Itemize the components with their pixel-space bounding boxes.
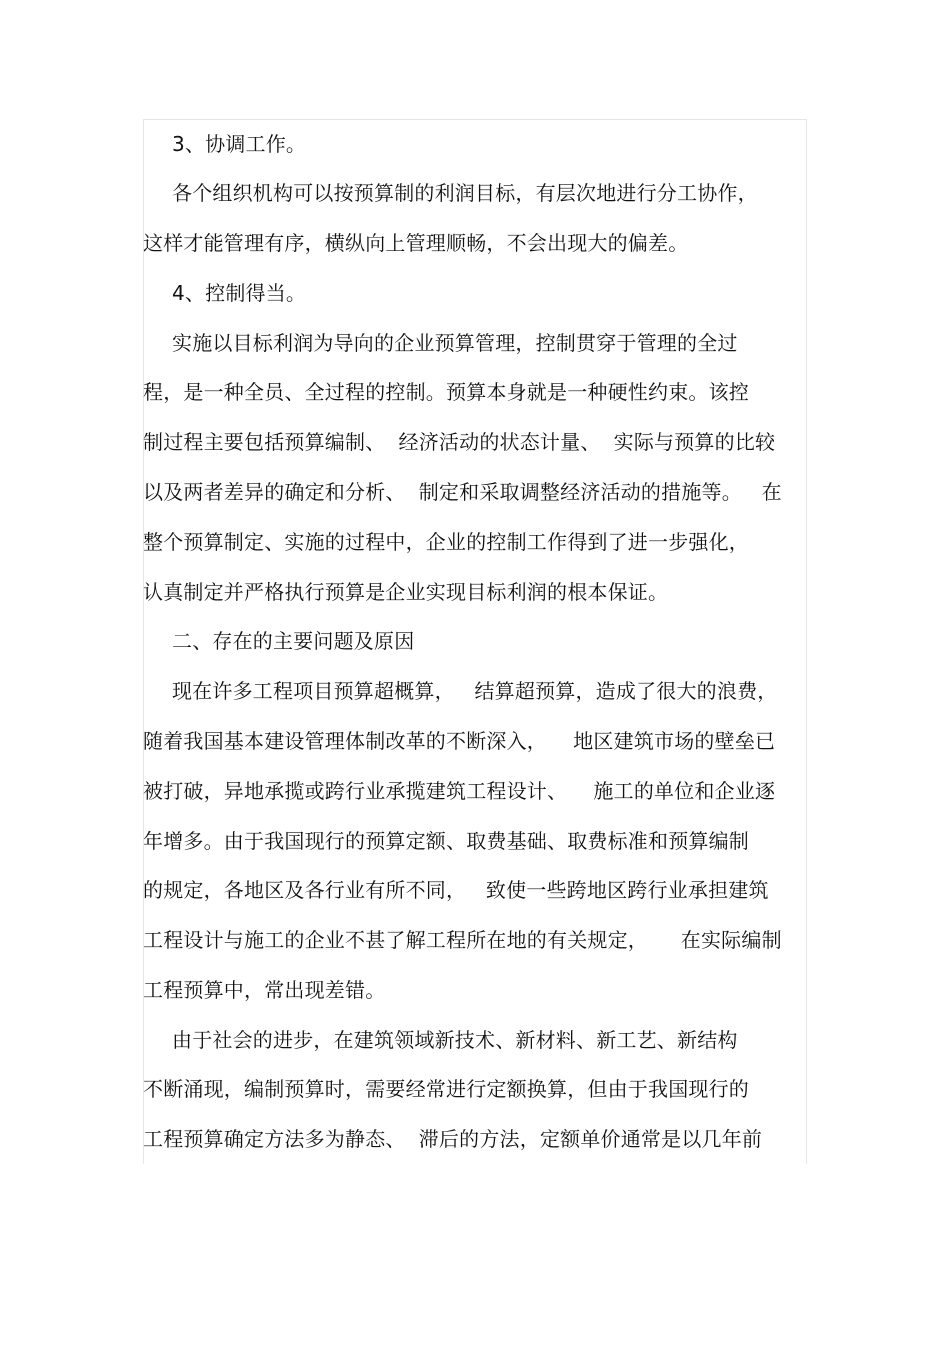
paragraph-line: 工程预算确定方法多为静态、 滞后的方法，定额单价通常是以几年前 <box>143 1127 763 1151</box>
paragraph-line: 工程预算中，常出现差错。 <box>143 978 386 1002</box>
paragraph-line: 各个组织机构可以按预算制的利润目标，有层次地进行分工协作， <box>172 181 758 205</box>
paragraph-line: 被打破，异地承揽或跨行业承揽建筑工程设计、 施工的单位和企业逐 <box>143 779 776 803</box>
paragraph-line: 这样才能管理有序，横纵向上管理顺畅，不会出现大的偏差。 <box>143 231 689 255</box>
paragraph-line: 工程设计与施工的企业不甚了解工程所在地的有关规定， 在实际编制 <box>143 928 782 952</box>
heading-control: 4、控制得当。 <box>172 281 307 305</box>
paragraph-line: 现在许多工程项目预算超概算， 结算超预算，造成了很大的浪费， <box>172 679 778 703</box>
paragraph-line: 不断涌现，编制预算时，需要经常进行定额换算，但由于我国现行的 <box>143 1077 749 1101</box>
paragraph-line: 的规定，各地区及各行业有所不同， 致使一些跨地区跨行业承担建筑 <box>143 878 769 902</box>
paragraph-line: 整个预算制定、实施的过程中，企业的控制工作得到了进一步强化， <box>143 530 749 554</box>
paragraph-line: 以及两者差异的确定和分析、 制定和采取调整经济活动的措施等。 在 <box>143 480 782 504</box>
paragraph-line: 年增多。由于我国现行的预算定额、取费基础、取费标准和预算编制 <box>143 829 749 853</box>
paragraph-line: 随着我国基本建设管理体制改革的不断深入， 地区建筑市场的壁垒已 <box>143 729 776 753</box>
section-heading-problems: 二、存在的主要问题及原因 <box>172 629 415 653</box>
paragraph-line: 制过程主要包括预算编制、 经济活动的状态计量、 实际与预算的比较 <box>143 430 776 454</box>
paragraph-line: 程，是一种全员、全过程的控制。预算本身就是一种硬性约束。该控 <box>143 380 749 404</box>
paragraph-line: 认真制定并严格执行预算是企业实现目标利润的根本保证。 <box>143 580 669 604</box>
paragraph-line: 实施以目标利润为导向的企业预算管理，控制贯穿于管理的全过 <box>172 331 738 355</box>
heading-coordination: 3、协调工作。 <box>172 132 307 156</box>
paragraph-line: 由于社会的进步，在建筑领域新技术、新材料、新工艺、新结构 <box>172 1028 738 1052</box>
